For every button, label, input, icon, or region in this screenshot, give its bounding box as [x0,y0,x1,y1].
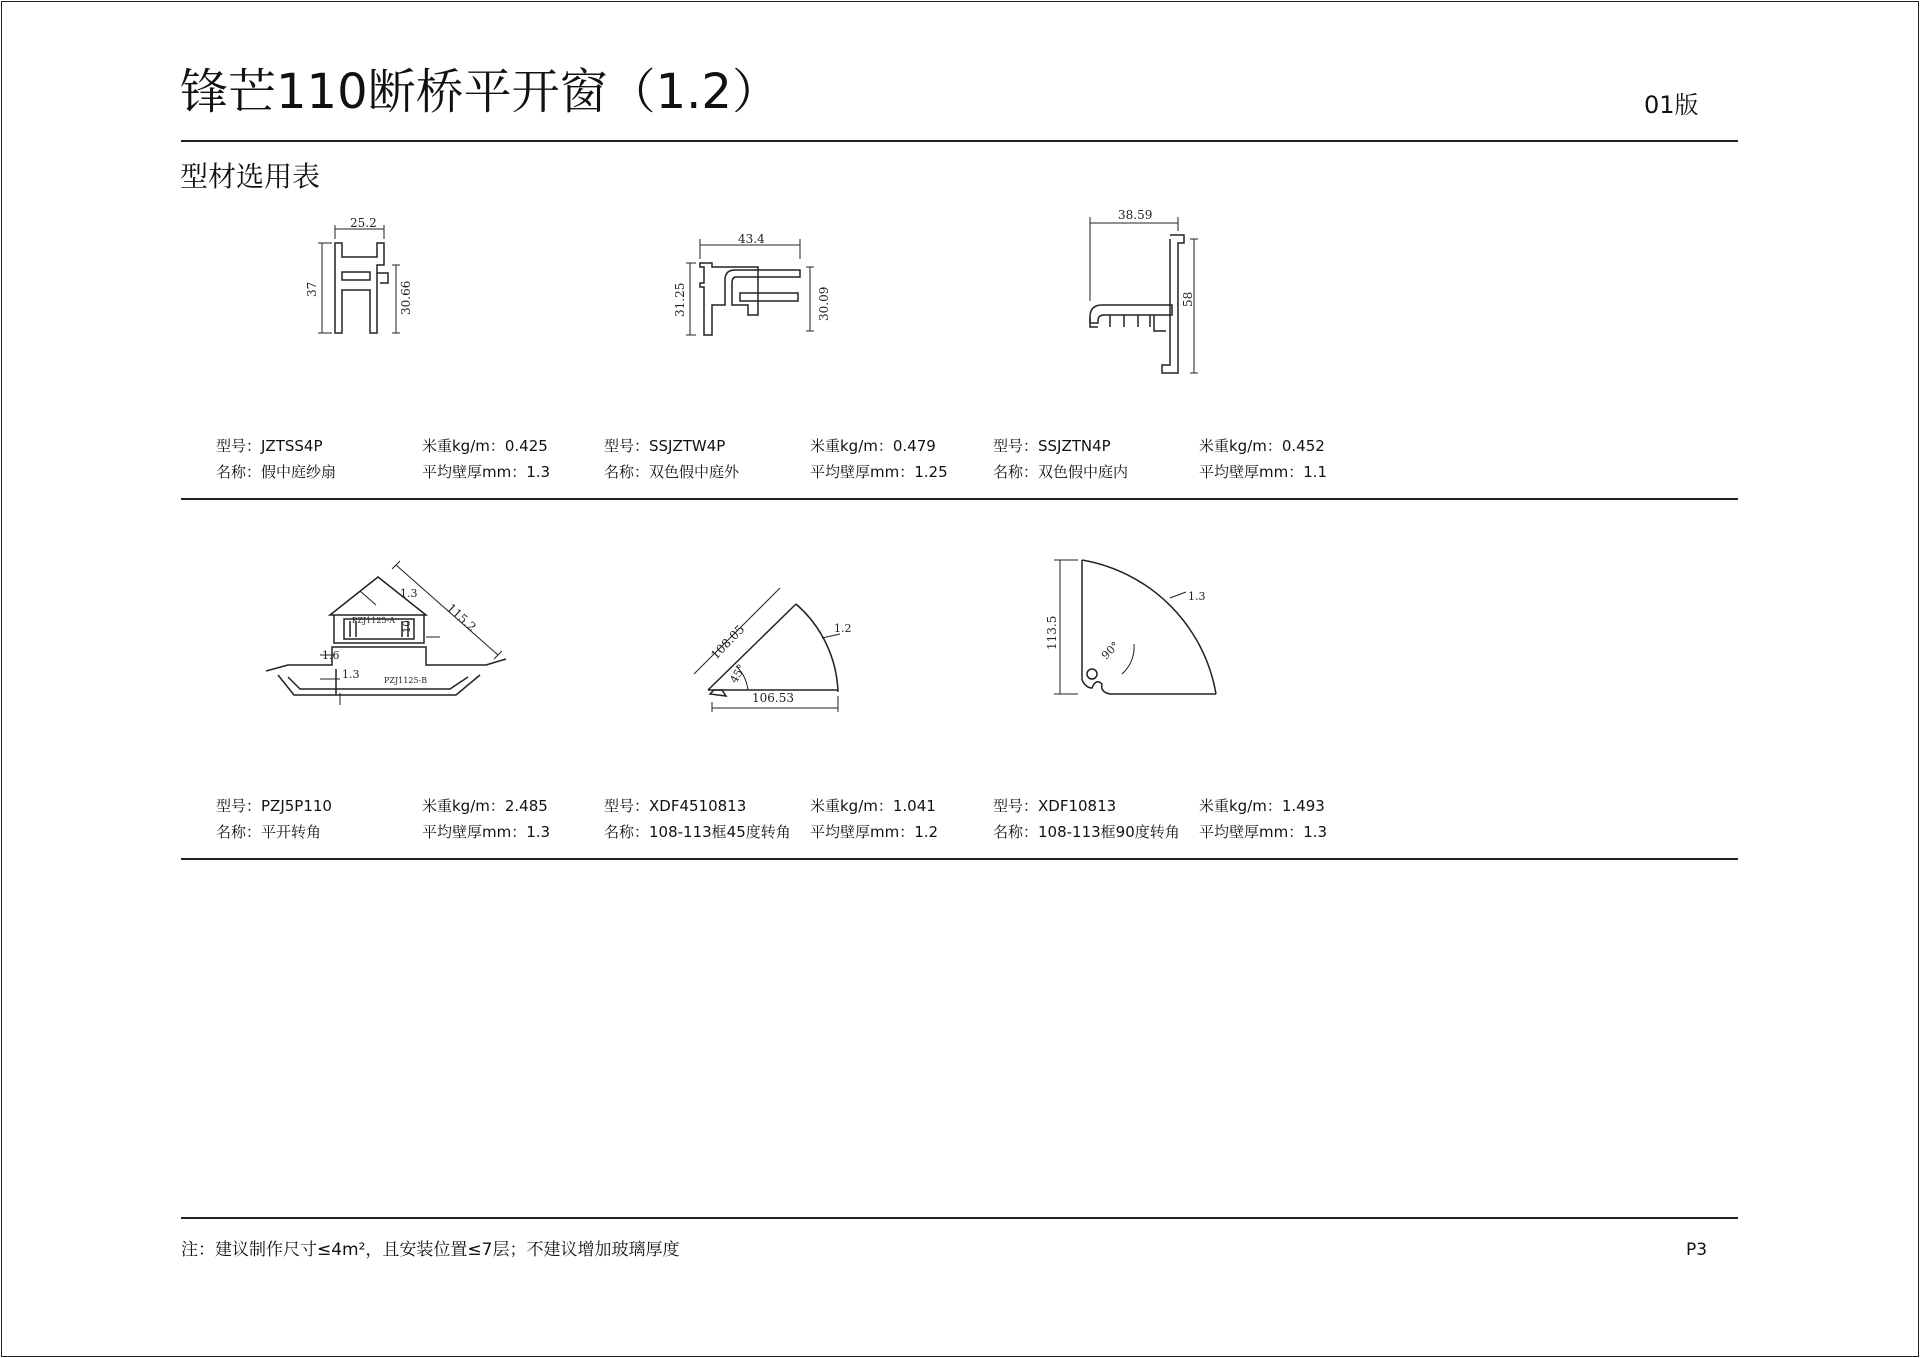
dim-base: 106.53 [752,691,794,705]
dim-height: 58 [1181,291,1195,307]
footer-rule [181,1217,1738,1219]
dim-height-right: 30.09 [817,286,831,321]
part-label-a: PZJ1125-A [352,616,395,625]
profile-model: 型号：SSJZTN4P [993,437,1111,455]
edition-label: 01版 [1644,91,1699,119]
profile-model: 型号：PZJ5P110 [216,797,332,815]
profile-thickness: 平均壁厚mm：1.3 [422,823,551,841]
profile-model: 型号：SSJZTW4P [604,437,726,455]
dim-wall-bottom: 1.3 [342,668,360,681]
profile-thickness: 平均壁厚mm：1.25 [810,463,948,481]
profile-name: 名称：108-113框45度转角 [604,823,791,841]
dim-width: 43.4 [738,232,765,246]
dim-angle: 45° [727,662,749,686]
profile-thickness: 平均壁厚mm：1.2 [810,823,939,841]
profile-model: 型号：XDF4510813 [604,797,747,815]
dim-radius: 108.05 [708,622,748,663]
dim-angle: 90° [1098,639,1122,663]
profile-weight: 米重kg/m：1.493 [1199,797,1325,815]
row-divider [181,858,1738,860]
profile-thickness: 平均壁厚mm：1.3 [1199,823,1328,841]
profile-drawing-xdf4510813 [680,570,880,720]
profile-drawing-pzj5p110 [260,555,510,715]
profile-weight: 米重kg/m：0.452 [1199,437,1325,455]
profile-model: 型号：JZTSS4P [216,437,323,455]
profile-weight: 米重kg/m：0.479 [810,437,936,455]
part-label-b: PZJ1125-B [384,676,428,685]
profile-thickness: 平均壁厚mm：1.1 [1199,463,1328,481]
dim-inner: 10 [402,620,413,633]
page-number: P3 [1686,1240,1708,1260]
profile-name: 名称：假中庭纱扇 [216,463,337,481]
profile-name: 名称：双色假中庭外 [604,463,740,481]
dim-height-left: 37 [305,281,319,297]
page-title: 锋芒110断桥平开窗（1.2） [180,64,780,120]
profile-name: 名称：双色假中庭内 [993,463,1129,481]
profile-name: 名称：108-113框90度转角 [993,823,1180,841]
profile-weight: 米重kg/m：1.041 [810,797,936,815]
profile-drawing-xdf10813 [1030,550,1230,720]
row-divider [181,498,1738,500]
profile-drawing-ssjztw4p [670,225,840,345]
profile-weight: 米重kg/m：2.485 [422,797,548,815]
profile-weight: 米重kg/m：0.425 [422,437,548,455]
profile-thickness: 平均壁厚mm：1.3 [422,463,551,481]
dim-length: 115.2 [443,600,479,635]
dim-wall: 1.2 [834,622,852,635]
section-subtitle: 型材选用表 [180,160,321,193]
profile-name: 名称：平开转角 [216,823,322,841]
profile-model: 型号：XDF10813 [993,797,1117,815]
dim-wall: 1.3 [1188,590,1206,603]
dim-height: 113.5 [1045,615,1059,650]
dim-width: 38.59 [1118,208,1153,222]
dim-height-right: 30.66 [399,280,413,315]
footer-note: 注：建议制作尺寸≤4m²，且安装位置≤7层；不建议增加玻璃厚度 [181,1240,680,1260]
dim-wall-top: 1.3 [400,587,418,600]
dim-wall-left: 1.6 [322,649,340,662]
profile-drawing-ssjztn4p [1080,205,1220,375]
header-rule [181,140,1738,142]
profile-drawing-jztss4p [300,215,450,345]
dim-width: 25.2 [350,216,377,230]
dim-height-left: 31.25 [673,282,687,317]
